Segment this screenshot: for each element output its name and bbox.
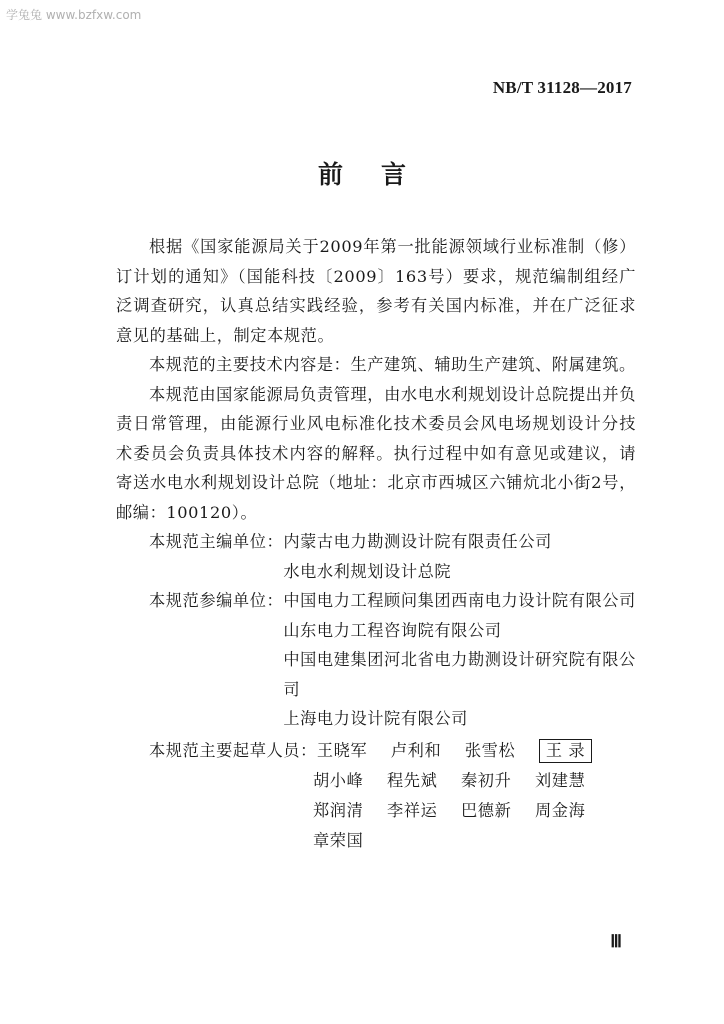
participating-units	[116, 586, 636, 734]
drafters-label: 本规范主要起草人员：	[149, 740, 317, 760]
drafter-name: 刘建慧	[535, 770, 586, 790]
drafter-name: 李祥运	[387, 800, 438, 820]
participating-unit: 中国电建集团河北省电力勘测设计研究院有限公司	[283, 650, 636, 699]
paragraph-contents: 本规范的主要技术内容是：生产建筑、辅助生产建筑、附属建筑。	[149, 355, 636, 374]
chief-units	[116, 527, 636, 586]
drafter-name: 郑润清	[313, 800, 364, 820]
chief-units-label: 本规范主编单位：	[149, 532, 284, 551]
drafter-name: 巴德新	[461, 800, 512, 820]
drafter-name: 张雪松	[464, 740, 516, 760]
participating-units-label: 本规范参编单位：	[149, 591, 284, 610]
chief-unit: 水电水利规划设计总院	[283, 561, 452, 581]
page-title: 前言	[317, 160, 444, 189]
drafter-name: 胡小峰	[313, 770, 364, 790]
drafter-name: 王晓军	[316, 740, 368, 760]
drafters	[116, 736, 636, 766]
paragraph-basis: 根据《国家能源局关于2009年第一批能源领域行业标准制（修）订计划的通知》（国能科技〔2009〕163号）要求，规范编制组经广泛调查研究，认真总结实践经验，参考有关国内标准，并在广泛征求意见的基础上，制定本规范。	[116, 237, 636, 345]
deceased-box: 王 录	[539, 739, 592, 763]
drafter-name: 周金海	[535, 800, 586, 820]
participating-unit: 山东电力工程咨询院有限公司	[283, 620, 502, 640]
drafter-name: 秦初升	[461, 770, 512, 790]
drafter-name: 程先斌	[387, 770, 438, 790]
page-number: Ⅲ	[610, 932, 622, 951]
drafter-name: 卢利和	[390, 740, 442, 760]
chief-unit: 内蒙古电力勘测设计院有限责任公司	[283, 532, 552, 551]
paragraph-management: 本规范由国家能源局负责管理，由水电水利规划设计总院提出并负责日常管理，由能源行业风电标准化技术委员会风电场规划设计分技术委员会负责具体技术内容的解释。执行过程中如有意见或建议，请寄送水电水利规划设计总院（地址：北京市西城区六铺炕北小街2号，邮编：100120）。	[116, 384, 636, 522]
participating-unit: 中国电力工程顾问集团西南电力设计院有限公司	[283, 591, 636, 610]
drafter-names-more	[313, 766, 636, 856]
watermark: 学兔兔 www.bzfxw.com	[6, 8, 142, 22]
preface-body	[116, 232, 636, 856]
participating-unit: 上海电力设计院有限公司	[283, 709, 468, 728]
drafter-names	[317, 736, 613, 766]
drafter-name-boxed	[539, 736, 613, 766]
drafter-name: 章荣国	[313, 830, 364, 850]
standard-number: NB/T 31128—2017	[492, 78, 632, 97]
